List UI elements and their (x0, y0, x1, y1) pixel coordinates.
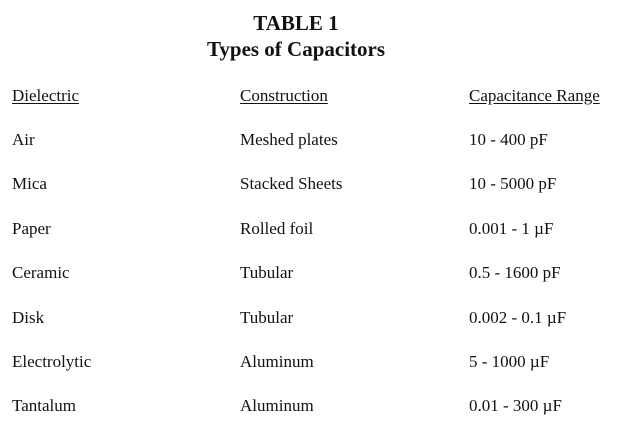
cell-capacitance-range: 10 - 5000 pF (469, 174, 557, 193)
cell-construction: Aluminum (240, 396, 314, 415)
cell-capacitance-range: 0.002 - 0.1 µF (469, 308, 567, 327)
cell-dielectric: Tantalum (12, 396, 76, 415)
cell-construction: Tubular (240, 308, 294, 327)
cell-construction: Tubular (240, 263, 294, 282)
cell-construction: Rolled foil (240, 219, 314, 238)
cell-dielectric: Ceramic (12, 263, 70, 282)
cell-capacitance-range: 0.001 - 1 µF (469, 219, 554, 238)
cell-construction: Meshed plates (240, 130, 338, 149)
header-construction: Construction (240, 86, 328, 105)
cell-capacitance-range: 5 - 1000 µF (469, 352, 550, 371)
cell-dielectric: Air (12, 130, 35, 149)
cell-dielectric: Paper (12, 219, 51, 238)
header-dielectric: Dielectric (12, 86, 80, 105)
cell-dielectric: Mica (12, 174, 47, 193)
header-capacitance-range: Capacitance Range (469, 86, 600, 105)
table-title: Types of Capacitors (206, 37, 386, 61)
cell-capacitance-range: 0.01 - 300 µF (469, 396, 562, 415)
table-number: TABLE 1 (253, 11, 339, 35)
cell-construction: Aluminum (240, 352, 314, 371)
cell-capacitance-range: 0.5 - 1600 pF (469, 263, 561, 282)
cell-dielectric: Disk (12, 308, 45, 327)
cell-capacitance-range: 10 - 400 pF (469, 130, 548, 149)
cell-construction: Stacked Sheets (240, 174, 343, 193)
cell-dielectric: Electrolytic (12, 352, 92, 371)
